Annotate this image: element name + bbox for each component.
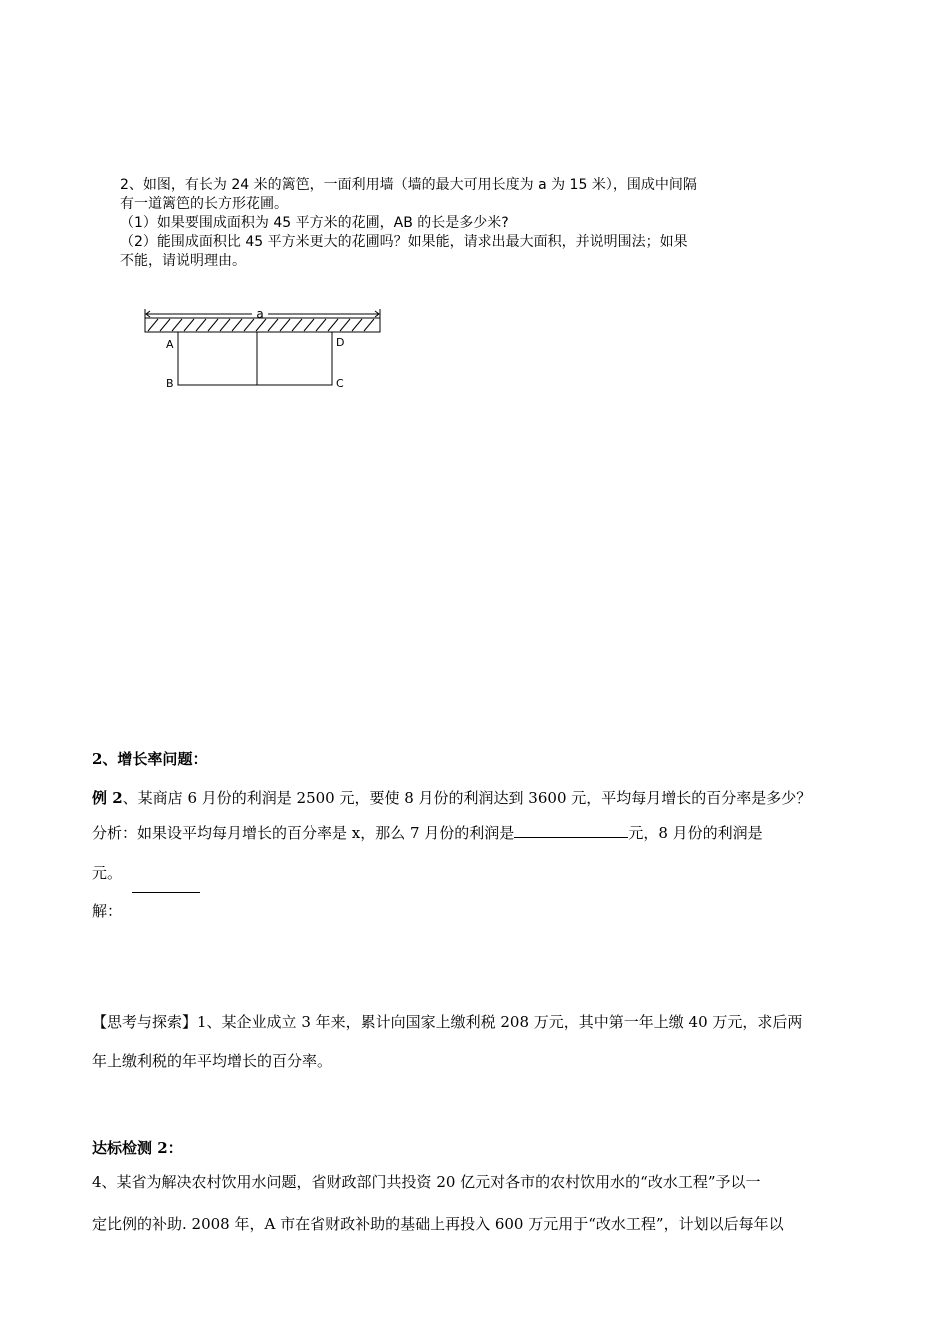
check-heading: 达标检测 2：: [92, 1139, 183, 1157]
solution-label: 解：: [92, 902, 123, 920]
blank-august-profit[interactable]: [132, 892, 200, 893]
label-a: a: [256, 307, 264, 321]
think-line-1: 【思考与探索】1、某企业成立 3 年来，累计向国家上缴利税 208 万元，其中第一年上缴 40 万元，求后两: [92, 1013, 803, 1031]
problem-2-question-2: （2）能围成面积比 45 平方米更大的花圃吗？如果能，请求出最大面积，并说明围法；如果: [120, 234, 688, 250]
check-line-1: 4、某省为解决农村饮用水问题，省财政部门共投资 20 亿元对各市的农村饮用水的“改水工程”予以一: [92, 1173, 761, 1191]
analysis-line: [92, 822, 763, 843]
fence-diagram: [140, 306, 390, 396]
problem-2-text: [120, 176, 740, 271]
problem-2-question-1: （1）如果要围成面积为 45 平方米的花圃，AB 的长是多少米?: [120, 215, 509, 231]
garden-rectangle: [178, 332, 332, 385]
example-2: [92, 787, 811, 808]
section-2-heading: 2、增长率问题：: [92, 750, 208, 768]
think-line-2: 年上缴利税的年平均增长的百分率。: [92, 1052, 333, 1070]
label-A: A: [166, 338, 174, 351]
problem-2-line-1: 2、如图，有长为 24 米的篱笆，一面利用墙（墙的最大可用长度为 a 为 15 米），围成中间隔: [120, 177, 697, 193]
label-B: B: [166, 377, 174, 390]
check-line-2: 定比例的补助. 2008 年，A 市在省财政补助的基础上再投入 600 万元用于“改水工程”，计划以后每年以: [92, 1215, 784, 1233]
example-2-label: 例 2: [92, 789, 123, 807]
example-2-text: 、某商店 6 月份的利润是 2500 元，要使 8 月份的利润达到 3600 元，平均每月增长的百分率是多少？: [122, 789, 812, 807]
problem-2-line-2: 有一道篱笆的长方形花圃。: [120, 196, 288, 212]
analysis-end: 元。: [92, 864, 123, 882]
label-D: D: [336, 336, 345, 349]
problem-2-line-5: 不能，请说明理由。: [120, 253, 246, 269]
label-C: C: [336, 377, 344, 390]
analysis-text-a: 分析：如果设平均每月增长的百分率是 x，那么 7 月份的利润是: [92, 824, 515, 842]
blank-july-profit[interactable]: [514, 823, 628, 838]
analysis-text-b: 元，8 月份的利润是: [628, 824, 763, 842]
